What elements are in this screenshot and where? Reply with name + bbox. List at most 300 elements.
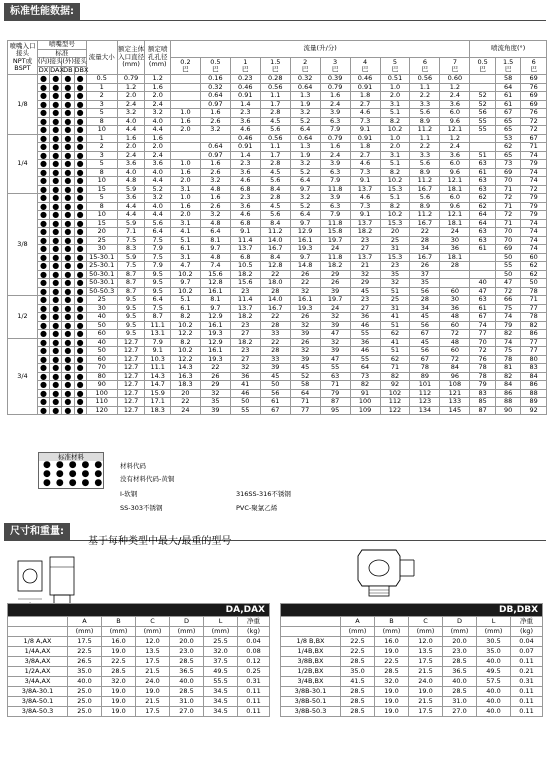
availability-dot: ● bbox=[74, 304, 86, 313]
availability-dot: ● bbox=[62, 126, 74, 135]
performance-cell: 16.7 bbox=[410, 219, 440, 228]
availability-dot: ● bbox=[37, 321, 49, 330]
performance-cell: 22 bbox=[260, 270, 290, 279]
performance-cell: 55 bbox=[470, 117, 496, 126]
availability-dot: ● bbox=[74, 406, 86, 415]
pressure-unit: 巴 bbox=[451, 65, 459, 73]
performance-cell: 5.9 bbox=[117, 219, 145, 228]
performance-cell: 80 bbox=[86, 372, 117, 381]
performance-cell: 67 bbox=[521, 134, 547, 143]
performance-cell: 1.6 bbox=[320, 143, 350, 152]
performance-cell: 67 bbox=[410, 330, 440, 339]
dimension-cell: 37.5 bbox=[204, 657, 238, 667]
performance-cell: 16.1 bbox=[200, 287, 230, 296]
performance-cell bbox=[470, 253, 496, 262]
performance-cell: 12.2 bbox=[170, 330, 200, 339]
col-b: B bbox=[102, 617, 136, 627]
performance-cell: 10.2 bbox=[170, 347, 200, 356]
performance-cell: 12.2 bbox=[170, 355, 200, 364]
availability-dot: ● bbox=[37, 219, 49, 228]
performance-cell: 3.9 bbox=[320, 160, 350, 169]
dimension-cell: 0.04 bbox=[238, 637, 270, 647]
performance-row bbox=[8, 313, 547, 322]
performance-cell: 23 bbox=[230, 321, 260, 330]
performance-cell: 4.0 bbox=[145, 168, 171, 177]
performance-cell: 15 bbox=[86, 219, 117, 228]
performance-cell: 3.2 bbox=[290, 160, 320, 169]
availability-dot: ● bbox=[50, 100, 62, 109]
performance-cell: 0.51 bbox=[380, 75, 410, 84]
inlet-label-2: BSPT bbox=[14, 64, 31, 72]
performance-cell: 32 bbox=[320, 313, 350, 322]
dimension-cell: 19.0 bbox=[102, 697, 136, 707]
availability-dot: ● bbox=[62, 406, 74, 415]
availability-dot: ● bbox=[62, 134, 74, 143]
performance-cell: 3.1 bbox=[170, 185, 200, 194]
dimension-cell: 35.0 bbox=[477, 647, 511, 657]
performance-cell: 14.3 bbox=[145, 372, 171, 381]
performance-cell: 1.4 bbox=[230, 100, 260, 109]
availability-dot: ● bbox=[37, 228, 49, 237]
performance-cell: 12.1 bbox=[440, 177, 470, 186]
dimension-cell: 49.5 bbox=[204, 667, 238, 677]
performance-cell: 28 bbox=[260, 347, 290, 356]
dimension-cell: 55.5 bbox=[204, 677, 238, 687]
performance-row bbox=[8, 211, 547, 220]
performance-cell: 56 bbox=[410, 321, 440, 330]
inlet-dia-label-0: 额定主体入口直径 bbox=[118, 45, 145, 61]
performance-cell: 36 bbox=[440, 304, 470, 313]
performance-cell: 9.5 bbox=[145, 279, 171, 288]
performance-cell: 1.2 bbox=[145, 75, 171, 84]
performance-cell: 6.3 bbox=[320, 117, 350, 126]
performance-cell: 47 bbox=[320, 330, 350, 339]
unit-d: (mm) bbox=[443, 627, 477, 637]
performance-cell: 12.8 bbox=[200, 279, 230, 288]
performance-cell: 8.2 bbox=[380, 117, 410, 126]
performance-cell: 3.1 bbox=[170, 219, 200, 228]
performance-cell: 15 bbox=[86, 185, 117, 194]
dimension-cell: 26.5 bbox=[68, 657, 102, 667]
performance-cell: 28 bbox=[260, 321, 290, 330]
performance-cell: 19.7 bbox=[320, 296, 350, 305]
performance-cell: 6.4 bbox=[290, 211, 320, 220]
performance-cell: 74 bbox=[521, 228, 547, 237]
performance-cell: 6.0 bbox=[440, 109, 470, 118]
performance-cell: 69 bbox=[495, 168, 521, 177]
availability-dot: ● bbox=[74, 338, 86, 347]
col-inner: (内)接头 bbox=[37, 57, 63, 65]
availability-dot: ● bbox=[74, 262, 86, 271]
performance-cell: 79 bbox=[521, 160, 547, 169]
performance-cell: 5.1 bbox=[380, 109, 410, 118]
performance-cell: 1.3 bbox=[290, 92, 320, 101]
dimension-cell: 21.5 bbox=[409, 697, 443, 707]
performance-cell: 0.5 bbox=[86, 75, 117, 84]
performance-cell: 4.0 bbox=[145, 117, 171, 126]
dimension-row bbox=[281, 657, 543, 667]
performance-cell: 40 bbox=[470, 279, 496, 288]
availability-dot: ● bbox=[37, 406, 49, 415]
performance-cell: 72 bbox=[495, 194, 521, 203]
dimension-cell: 49.5 bbox=[477, 667, 511, 677]
performance-cell: 7.9 bbox=[320, 126, 350, 135]
performance-cell: 63 bbox=[470, 185, 496, 194]
performance-cell: 26 bbox=[290, 313, 320, 322]
performance-cell: 78 bbox=[495, 355, 521, 364]
availability-dot: ● bbox=[74, 185, 86, 194]
dimension-cell: 22.5 bbox=[102, 657, 136, 667]
performance-row bbox=[8, 262, 547, 271]
performance-cell: 12.7 bbox=[117, 347, 145, 356]
availability-dot: ● bbox=[37, 168, 49, 177]
availability-dot: ● bbox=[62, 389, 74, 398]
performance-cell: 10.2 bbox=[380, 126, 410, 135]
availability-dot: ● bbox=[50, 117, 62, 126]
performance-cell: 8 bbox=[86, 202, 117, 211]
dimension-cell: 22.5 bbox=[375, 657, 409, 667]
performance-cell: 9.7 bbox=[200, 245, 230, 254]
dimension-row bbox=[281, 707, 543, 717]
performance-cell: 28 bbox=[440, 262, 470, 271]
performance-cell: 71 bbox=[495, 185, 521, 194]
availability-dot: ● bbox=[74, 330, 86, 339]
performance-cell: 12.7 bbox=[117, 389, 145, 398]
performance-cell: 82 bbox=[495, 330, 521, 339]
performance-cell: 56 bbox=[410, 347, 440, 356]
performance-cell bbox=[170, 92, 200, 101]
availability-dot: ● bbox=[62, 279, 74, 288]
performance-cell: 6.4 bbox=[145, 228, 171, 237]
availability-dot: ● bbox=[62, 304, 74, 313]
dimension-cell: 22.5 bbox=[68, 647, 102, 657]
performance-cell: 0.56 bbox=[410, 75, 440, 84]
performance-cell: 16.7 bbox=[260, 304, 290, 313]
unit-b: (mm) bbox=[102, 627, 136, 637]
performance-cell: 7.9 bbox=[320, 177, 350, 186]
performance-cell: 16.1 bbox=[200, 347, 230, 356]
availability-dot: ● bbox=[74, 92, 86, 101]
dimension-cell: 40.0 bbox=[443, 677, 477, 687]
col-orifice bbox=[145, 41, 171, 75]
availability-dot: ● bbox=[50, 287, 62, 296]
performance-cell: 39 bbox=[320, 287, 350, 296]
performance-cell: 6.4 bbox=[200, 228, 230, 237]
performance-cell: 39 bbox=[260, 364, 290, 373]
performance-cell: 7.9 bbox=[320, 211, 350, 220]
availability-dot: ● bbox=[50, 211, 62, 220]
dimension-cell: 40.0 bbox=[170, 677, 204, 687]
performance-cell: 8.2 bbox=[380, 202, 410, 211]
performance-cell bbox=[170, 143, 200, 152]
performance-cell: 86 bbox=[521, 381, 547, 390]
availability-dot: ● bbox=[50, 330, 62, 339]
col-weight: 净重 bbox=[511, 617, 543, 627]
pressure-header: 1.5 巴 bbox=[260, 58, 290, 75]
performance-cell: 4.6 bbox=[230, 126, 260, 135]
dimension-cell: 17.5 bbox=[409, 707, 443, 717]
availability-dot: ● bbox=[62, 185, 74, 194]
pressure-header: 6 巴 bbox=[521, 58, 547, 75]
performance-cell: 72 bbox=[440, 355, 470, 364]
performance-cell: 13.7 bbox=[350, 185, 380, 194]
performance-cell: 71 bbox=[290, 398, 320, 407]
performance-cell: 1.6 bbox=[117, 134, 145, 143]
availability-dot: ● bbox=[62, 228, 74, 237]
performance-cell: 74 bbox=[521, 219, 547, 228]
performance-cell: 4.8 bbox=[200, 253, 230, 262]
performance-cell: 67 bbox=[410, 355, 440, 364]
availability-dot: ● bbox=[62, 253, 74, 262]
performance-cell: 27 bbox=[350, 245, 380, 254]
performance-cell: 78 bbox=[470, 372, 496, 381]
performance-cell: 72 bbox=[521, 117, 547, 126]
performance-cell: 18.2 bbox=[350, 228, 380, 237]
performance-cell: 0.32 bbox=[290, 75, 320, 84]
performance-cell: 7.9 bbox=[145, 262, 171, 271]
dimension-cell: 40.0 bbox=[477, 697, 511, 707]
performance-cell: 83 bbox=[521, 364, 547, 373]
dimension-cell: 25.0 bbox=[68, 707, 102, 717]
performance-cell: 1.6 bbox=[145, 134, 171, 143]
performance-cell: 76 bbox=[521, 109, 547, 118]
availability-dot: ● bbox=[37, 381, 49, 390]
dimension-cell: 22.5 bbox=[341, 637, 375, 647]
performance-cell: 19.3 bbox=[200, 330, 230, 339]
performance-cell: 0.91 bbox=[230, 92, 260, 101]
performance-cell: 65 bbox=[495, 151, 521, 160]
performance-cell: 25 bbox=[380, 296, 410, 305]
pressure-unit: 巴 bbox=[301, 65, 309, 73]
dimension-cell: 22.5 bbox=[341, 647, 375, 657]
dimension-cell: 3/8A-50.3 bbox=[8, 707, 68, 717]
performance-cell: 64 bbox=[470, 219, 496, 228]
performance-cell: 5 bbox=[86, 160, 117, 169]
availability-dot: ● bbox=[37, 134, 49, 143]
pressure-header: 2 巴 bbox=[290, 58, 320, 75]
performance-cell: 9.7 bbox=[170, 279, 200, 288]
performance-cell: 7.5 bbox=[145, 304, 171, 313]
performance-cell: 4.5 bbox=[260, 117, 290, 126]
performance-cell: 1.2 bbox=[117, 83, 145, 92]
availability-dot: ● bbox=[50, 270, 62, 279]
dimension-row bbox=[8, 687, 270, 697]
performance-cell: 15.3 bbox=[380, 253, 410, 262]
performance-cell: 1.7 bbox=[260, 100, 290, 109]
performance-cell: 134 bbox=[410, 406, 440, 415]
performance-cell: 6.0 bbox=[440, 160, 470, 169]
dimension-cell: 32.0 bbox=[102, 677, 136, 687]
availability-dot: ● bbox=[62, 338, 74, 347]
performance-cell: 8 bbox=[86, 117, 117, 126]
performance-cell: 9.7 bbox=[290, 219, 320, 228]
dimension-cell: 28.5 bbox=[341, 707, 375, 717]
performance-cell: 79 bbox=[320, 389, 350, 398]
performance-cell: 8.9 bbox=[410, 202, 440, 211]
corner bbox=[8, 617, 68, 627]
performance-cell: 4.6 bbox=[230, 211, 260, 220]
performance-cell: 11.4 bbox=[230, 236, 260, 245]
performance-cell: 10.3 bbox=[145, 355, 171, 364]
performance-cell: 4.4 bbox=[145, 177, 171, 186]
material-i: I-软钢 bbox=[120, 490, 138, 498]
performance-cell: 20 bbox=[380, 228, 410, 237]
performance-cell: 3.3 bbox=[410, 100, 440, 109]
dimension-cell: 3/8A-30.1 bbox=[8, 687, 68, 697]
availability-dot: ● bbox=[74, 321, 86, 330]
availability-dot: ● bbox=[74, 389, 86, 398]
availability-dot: ● bbox=[37, 202, 49, 211]
availability-dot: ● bbox=[50, 253, 62, 262]
performance-cell: 3.2 bbox=[290, 109, 320, 118]
performance-cell: 10.2 bbox=[170, 321, 200, 330]
performance-cell: 50-30.1 bbox=[86, 279, 117, 288]
availability-dot: ● bbox=[37, 347, 49, 356]
performance-cell: 46 bbox=[350, 321, 380, 330]
availability-dot: ● bbox=[50, 151, 62, 160]
performance-cell: 3 bbox=[86, 100, 117, 109]
col-model: 喷嘴型号 bbox=[37, 41, 86, 50]
performance-cell: 13.7 bbox=[230, 245, 260, 254]
performance-cell: 4.0 bbox=[117, 117, 145, 126]
dimension-title-db: DB,DBX bbox=[281, 604, 543, 617]
performance-cell: 25 bbox=[86, 296, 117, 305]
availability-dot: ● bbox=[50, 83, 62, 92]
performance-cell: 63 bbox=[470, 296, 496, 305]
availability-dot: ● bbox=[37, 245, 49, 254]
availability-dot: ● bbox=[50, 389, 62, 398]
performance-cell: 6.4 bbox=[145, 296, 171, 305]
performance-row bbox=[8, 228, 547, 237]
availability-dot: ● bbox=[37, 177, 49, 186]
availability-dot: ● bbox=[50, 168, 62, 177]
performance-cell: 51 bbox=[380, 347, 410, 356]
performance-cell: 100 bbox=[86, 389, 117, 398]
performance-cell: 15-30.1 bbox=[86, 253, 117, 262]
availability-dot: ● bbox=[74, 279, 86, 288]
inlet-size: 3/4 bbox=[8, 338, 38, 415]
performance-cell: 12.1 bbox=[440, 211, 470, 220]
performance-cell: 10.2 bbox=[170, 287, 200, 296]
performance-cell: 71 bbox=[521, 296, 547, 305]
performance-cell: 0.64 bbox=[200, 92, 230, 101]
performance-cell: 3.2 bbox=[145, 194, 171, 203]
performance-cell: 83 bbox=[470, 389, 496, 398]
pressure-unit: 巴 bbox=[530, 65, 537, 73]
performance-cell: 71 bbox=[521, 143, 547, 152]
performance-cell: 5.6 bbox=[260, 211, 290, 220]
performance-row bbox=[8, 364, 547, 373]
performance-cell: 5.6 bbox=[260, 177, 290, 186]
performance-cell: 69 bbox=[521, 75, 547, 84]
inlet-size: 1/2 bbox=[8, 296, 38, 339]
performance-cell: 3.6 bbox=[230, 168, 260, 177]
material-dot-grid bbox=[39, 460, 108, 488]
performance-cell: 23 bbox=[350, 296, 380, 305]
performance-cell: 16.3 bbox=[170, 372, 200, 381]
dimension-table-db bbox=[280, 603, 543, 717]
dimension-cell: 19.0 bbox=[102, 707, 136, 717]
performance-cell: 2.7 bbox=[350, 100, 380, 109]
performance-cell: 36 bbox=[350, 338, 380, 347]
performance-cell: 62 bbox=[380, 330, 410, 339]
performance-cell: 74 bbox=[521, 245, 547, 254]
performance-cell: 11.4 bbox=[230, 296, 260, 305]
availability-dot: ● bbox=[37, 270, 49, 279]
performance-cell: 4.8 bbox=[200, 185, 230, 194]
performance-cell: 12.8 bbox=[260, 262, 290, 271]
availability-dot: ● bbox=[74, 143, 86, 152]
availability-dot: ● bbox=[62, 262, 74, 271]
dimension-cell: 24.0 bbox=[409, 677, 443, 687]
performance-cell: 2.3 bbox=[230, 160, 260, 169]
performance-cell: 70 bbox=[470, 338, 496, 347]
performance-cell: 1.1 bbox=[410, 134, 440, 143]
performance-cell: 28 bbox=[410, 296, 440, 305]
inlet-size: 3/8 bbox=[8, 194, 38, 296]
performance-cell: 1.6 bbox=[200, 194, 230, 203]
performance-cell bbox=[440, 270, 470, 279]
std-material-label: 标准材料 bbox=[39, 453, 103, 461]
performance-cell: 18.3 bbox=[170, 381, 200, 390]
performance-cell: 82 bbox=[495, 372, 521, 381]
performance-cell: 50 bbox=[495, 270, 521, 279]
performance-cell: 69 bbox=[495, 245, 521, 254]
dimension-cell: 21.5 bbox=[136, 697, 170, 707]
dimension-cell: 3/8B-50.1 bbox=[281, 697, 341, 707]
performance-cell: 3.6 bbox=[230, 117, 260, 126]
performance-cell: 1.1 bbox=[410, 83, 440, 92]
availability-dot: ● bbox=[50, 381, 62, 390]
dimension-row bbox=[281, 697, 543, 707]
availability-dot: ● bbox=[62, 211, 74, 220]
performance-cell: 21 bbox=[350, 262, 380, 271]
legend-dot-row: ●●●●● bbox=[43, 460, 108, 470]
dimension-cell: 17.5 bbox=[136, 657, 170, 667]
performance-cell: 4.5 bbox=[260, 168, 290, 177]
performance-cell: 8.4 bbox=[260, 185, 290, 194]
performance-cell: 1.6 bbox=[320, 92, 350, 101]
availability-dot: ● bbox=[37, 160, 49, 169]
dimension-cell: 32.0 bbox=[204, 647, 238, 657]
availability-dot: ● bbox=[74, 347, 86, 356]
performance-cell: 40 bbox=[86, 338, 117, 347]
dimension-cell: 34.5 bbox=[204, 697, 238, 707]
performance-cell: 18.0 bbox=[260, 279, 290, 288]
performance-cell: 70 bbox=[495, 236, 521, 245]
performance-cell: 8 bbox=[86, 168, 117, 177]
dimension-cell: 1/4A,AX bbox=[8, 647, 68, 657]
performance-cell: 8.4 bbox=[260, 219, 290, 228]
performance-cell: 4.6 bbox=[350, 160, 380, 169]
performance-cell: 51 bbox=[380, 321, 410, 330]
availability-dot: ● bbox=[74, 355, 86, 364]
performance-cell: 26 bbox=[290, 338, 320, 347]
performance-cell: 85 bbox=[470, 398, 496, 407]
performance-cell: 11.2 bbox=[410, 126, 440, 135]
performance-cell: 8.9 bbox=[410, 117, 440, 126]
performance-cell: 7.3 bbox=[350, 168, 380, 177]
performance-cell: 71 bbox=[495, 219, 521, 228]
performance-cell: 35 bbox=[410, 279, 440, 288]
performance-cell: 9.5 bbox=[117, 321, 145, 330]
performance-cell: 34 bbox=[410, 304, 440, 313]
performance-cell: 72 bbox=[521, 185, 547, 194]
model-dbx: DBX bbox=[74, 65, 89, 74]
dimension-cell: 0.31 bbox=[238, 677, 270, 687]
performance-cell: 7.3 bbox=[350, 117, 380, 126]
performance-cell: 0.97 bbox=[200, 100, 230, 109]
